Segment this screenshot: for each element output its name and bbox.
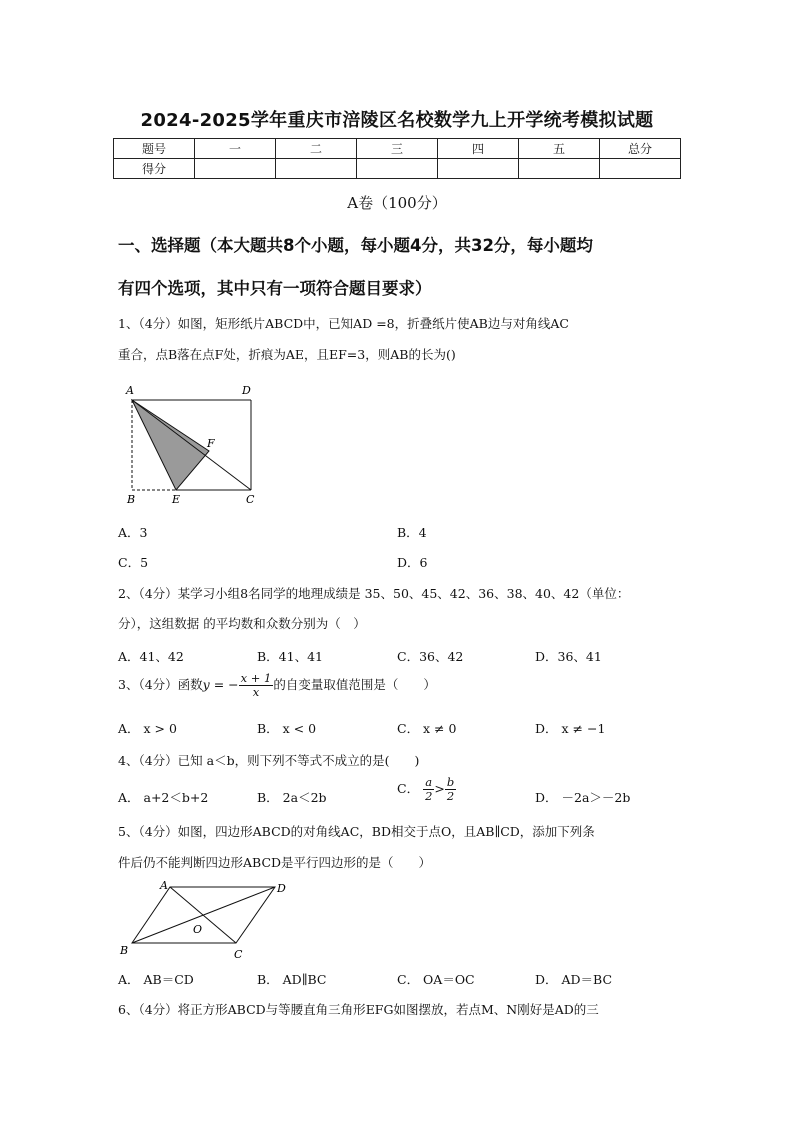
q5-label-o: O: [193, 923, 203, 936]
q1-label-f: F: [207, 437, 215, 450]
q5-label-a: A: [160, 879, 168, 892]
score-cell[interactable]: [276, 159, 357, 179]
q2-option-d[interactable]: D．36、41: [535, 649, 602, 664]
q1-label-d: D: [242, 384, 251, 397]
score-table: [113, 138, 681, 179]
q1-option-b[interactable]: B．4: [397, 525, 427, 540]
q3-fraction: [239, 672, 274, 699]
score-cell[interactable]: [195, 159, 276, 179]
q1-shaded-triangle: [132, 400, 209, 490]
q5-figure: [115, 876, 295, 964]
q5-text-line1: 5、（4分）如图，四边形ABCD的对角线AC，BD相交于点O，且AB∥CD，添加下列条: [118, 824, 595, 839]
q4-option-c-frac-a: [423, 776, 434, 803]
q1-option-c[interactable]: C．5: [118, 555, 149, 570]
score-header-cell: 五: [519, 139, 600, 159]
q1-text-line2: 重合，点B落在点F处，折痕为AE，且EF=3，则AB的长为(): [118, 347, 456, 362]
score-header-row: [114, 139, 681, 159]
q5-label-d: D: [277, 882, 286, 895]
q5-label-c: C: [234, 948, 243, 961]
q3-option-b[interactable]: B． x < 0: [257, 721, 317, 736]
q5-option-a[interactable]: A． AB＝CD: [118, 972, 194, 987]
q3-suffix: 的自变量取值范围是（ ）: [273, 677, 436, 693]
score-header-cell: 四: [438, 139, 519, 159]
q3-option-c[interactable]: C． x ≠ 0: [397, 721, 457, 736]
q5-diagonal-bd: [132, 887, 275, 943]
q1-label-a: A: [126, 384, 134, 397]
q4-frac-b-num: b: [446, 775, 455, 789]
q5-option-d[interactable]: D． AD＝BC: [535, 972, 613, 987]
q3-text: [118, 672, 436, 699]
q1-option-d[interactable]: D．6: [397, 555, 428, 570]
q1-text-line1: 1、（4分）如图，矩形纸片ABCD中，已知AD =8，折叠纸片使AB边与对角线AC: [118, 316, 569, 331]
q3-option-d[interactable]: D． x ≠ −1: [535, 721, 606, 736]
score-cell[interactable]: [357, 159, 438, 179]
q2-text-line1: 2、（4分）某学习小组8名同学的地理成绩是 35、50、45、42、36、38、40、42（单位：: [118, 586, 630, 601]
q4-frac-b-den: 2: [446, 789, 455, 804]
q3-prefix: 3、（4分）函数: [118, 677, 203, 693]
q1-diagonal-ac: [132, 400, 251, 490]
q3-option-a[interactable]: A． x > 0: [118, 721, 177, 736]
q5-label-b: B: [120, 944, 129, 957]
score-cell[interactable]: [438, 159, 519, 179]
q1-label-b: B: [127, 493, 136, 506]
q2-option-a[interactable]: A．41、42: [118, 649, 184, 664]
q2-option-b[interactable]: B．41、41: [257, 649, 323, 664]
q1-label-e: E: [172, 493, 181, 506]
q4-option-d[interactable]: D． －2a＞－2b: [535, 790, 631, 805]
score-row-label: 得分: [114, 159, 195, 179]
q3-frac-den: x: [252, 685, 260, 700]
section-a-heading: A卷（100分）: [347, 194, 447, 212]
q2-option-c[interactable]: C．36、42: [397, 649, 464, 664]
q5-text-line2: 件后仍不能判断四边形ABCD是平行四边形的是（ ）: [118, 855, 432, 870]
score-header-cell: 三: [357, 139, 438, 159]
exam-title: 2024-2025学年重庆市涪陵区名校数学九上开学统考模拟试题: [140, 110, 654, 131]
q4-option-c[interactable]: [397, 776, 456, 803]
q4-option-b[interactable]: B． 2a＜2b: [257, 790, 327, 805]
q1-label-c: C: [246, 493, 255, 506]
score-header-cell: 题号: [114, 139, 195, 159]
q2-text-line2: 分），这组数据 的平均数和众数分别为（ ）: [118, 616, 366, 631]
q5-option-b[interactable]: B． AD∥BC: [257, 972, 327, 987]
section1-heading-line1: 一、选择题（本大题共8个小题，每小题4分，共32分，每小题均: [118, 236, 593, 255]
q4-frac-a-den: 2: [425, 789, 433, 804]
q3-formula-lhs: y = −: [202, 677, 239, 693]
section1-heading-line2: 有四个选项，其中只有一项符合题目要求）: [118, 279, 432, 298]
q4-text: 4、（4分）已知 a＜b，则下列不等式不成立的是( ): [118, 753, 420, 768]
q4-option-c-relation: >: [434, 781, 445, 797]
q4-frac-a-num: a: [423, 776, 434, 790]
q4-option-a[interactable]: A． a+2＜b+2: [118, 790, 209, 805]
q6-text-line1: 6、（4分）将正方形ABCD与等腰直角三角形EFG如图摆放，若点M、N刚好是AD的三: [118, 1002, 599, 1017]
score-cell[interactable]: [519, 159, 600, 179]
q1-figure: [118, 378, 268, 508]
q4-option-c-frac-b: [445, 776, 456, 803]
score-header-cell: 总分: [600, 139, 681, 159]
q4-option-c-label: C．: [397, 781, 420, 797]
score-header-cell: 一: [195, 139, 276, 159]
q3-frac-num: x + 1: [240, 671, 272, 685]
q5-option-c[interactable]: C． OA＝OC: [397, 972, 475, 987]
score-value-row: [114, 159, 681, 179]
score-header-cell: 二: [276, 139, 357, 159]
score-cell[interactable]: [600, 159, 681, 179]
q1-option-a[interactable]: A．3: [118, 525, 148, 540]
